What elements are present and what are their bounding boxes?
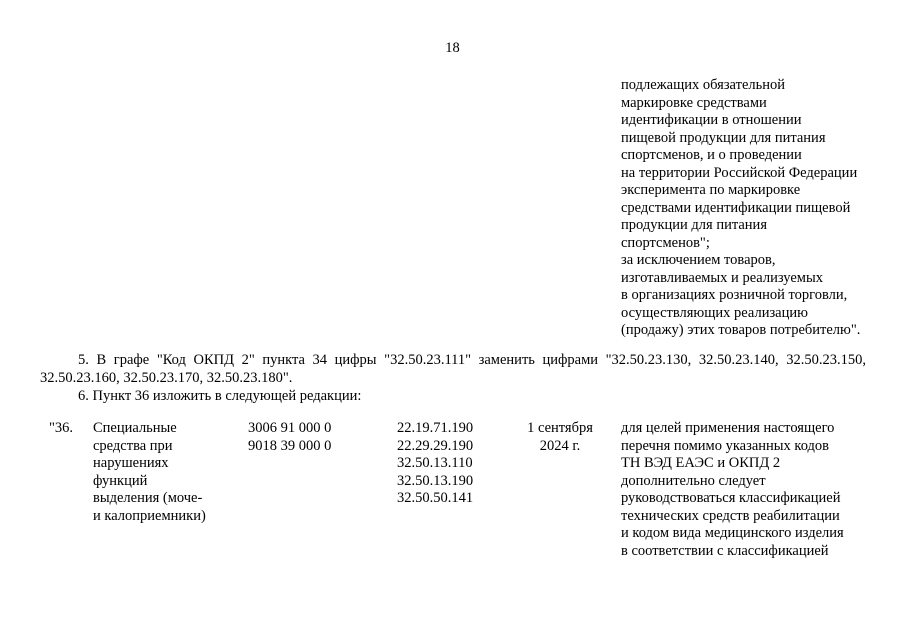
continuation-line: в организациях розничной торговли, <box>621 287 848 303</box>
continuation-line: спортсменов"; <box>621 234 710 251</box>
note-line: руководствоваться классификацией <box>621 490 841 506</box>
note-line: ТН ВЭД ЕАЭС и ОКПД 2 <box>621 455 781 471</box>
row-number: "36. <box>49 420 74 436</box>
name-line: нарушениях <box>93 455 169 471</box>
name-line: средства при <box>93 437 173 454</box>
tnved-code: 3006 91 000 0 <box>248 420 332 436</box>
paragraph-5: 5. В графе "Код ОКПД 2" пункта 34 цифры "32.50.23.111" заменить цифрами "32.50.23.130, 32.50.23.140, 32.50.23.150, 32.50.23.160, 32.50.23.170, 32.50.23.180". <box>40 352 866 386</box>
okpd-code: 32.50.13.190 <box>397 472 474 489</box>
note-text <box>621 420 844 560</box>
continuation-line: средствами идентификации пищевой <box>621 199 851 216</box>
date-line: 2024 г. <box>539 437 581 454</box>
tnved-code: 9018 39 000 0 <box>248 437 332 454</box>
name-line: и калоприемники) <box>93 507 206 524</box>
continuation-line: за исключением товаров, <box>621 252 776 268</box>
okpd-code: 22.29.29.190 <box>397 437 474 454</box>
name-line: функций <box>93 472 148 489</box>
continuation-line: на территории Российской Федерации <box>621 164 858 181</box>
okpd-codes <box>397 420 473 508</box>
paragraph-6: 6. Пункт 36 изложить в следующей редакции: <box>78 388 362 404</box>
continuation-line: эксперимента по маркировке <box>621 182 801 198</box>
continuation-line: (продажу) этих товаров потребителю". <box>621 322 861 338</box>
name-line: выделения (моче- <box>93 490 203 506</box>
note-line: перечня помимо указанных кодов <box>621 437 830 454</box>
continuation-line: спортсменов, и о проведении <box>621 147 802 163</box>
note-line: дополнительно следует <box>621 472 766 489</box>
continuation-line: маркировке средствами <box>621 94 767 111</box>
continuation-text <box>621 77 860 340</box>
product-name <box>93 420 206 525</box>
okpd-code: 32.50.50.141 <box>397 490 474 506</box>
tnved-codes <box>248 420 331 455</box>
note-line: для целей применения настоящего <box>621 420 835 436</box>
page-number: 18 <box>445 40 460 56</box>
continuation-line: пищевой продукции для питания <box>621 129 826 146</box>
okpd-code: 32.50.13.110 <box>397 455 473 471</box>
note-line: в соответствии с классификацией <box>621 542 829 559</box>
continuation-line: идентификации в отношении <box>621 112 802 128</box>
okpd-code: 22.19.71.190 <box>397 420 474 436</box>
continuation-line: продукции для питания <box>621 217 767 233</box>
continuation-line: изготавливаемых и реализуемых <box>621 269 823 286</box>
continuation-line: осуществляющих реализацию <box>621 304 808 321</box>
note-line: и кодом вида медицинского изделия <box>621 525 844 541</box>
note-line: технических средств реабилитации <box>621 507 840 524</box>
name-line: Специальные <box>93 420 177 436</box>
continuation-line: подлежащих обязательной <box>621 77 786 93</box>
date-line: 1 сентября <box>527 420 593 436</box>
effective-date <box>520 420 600 455</box>
